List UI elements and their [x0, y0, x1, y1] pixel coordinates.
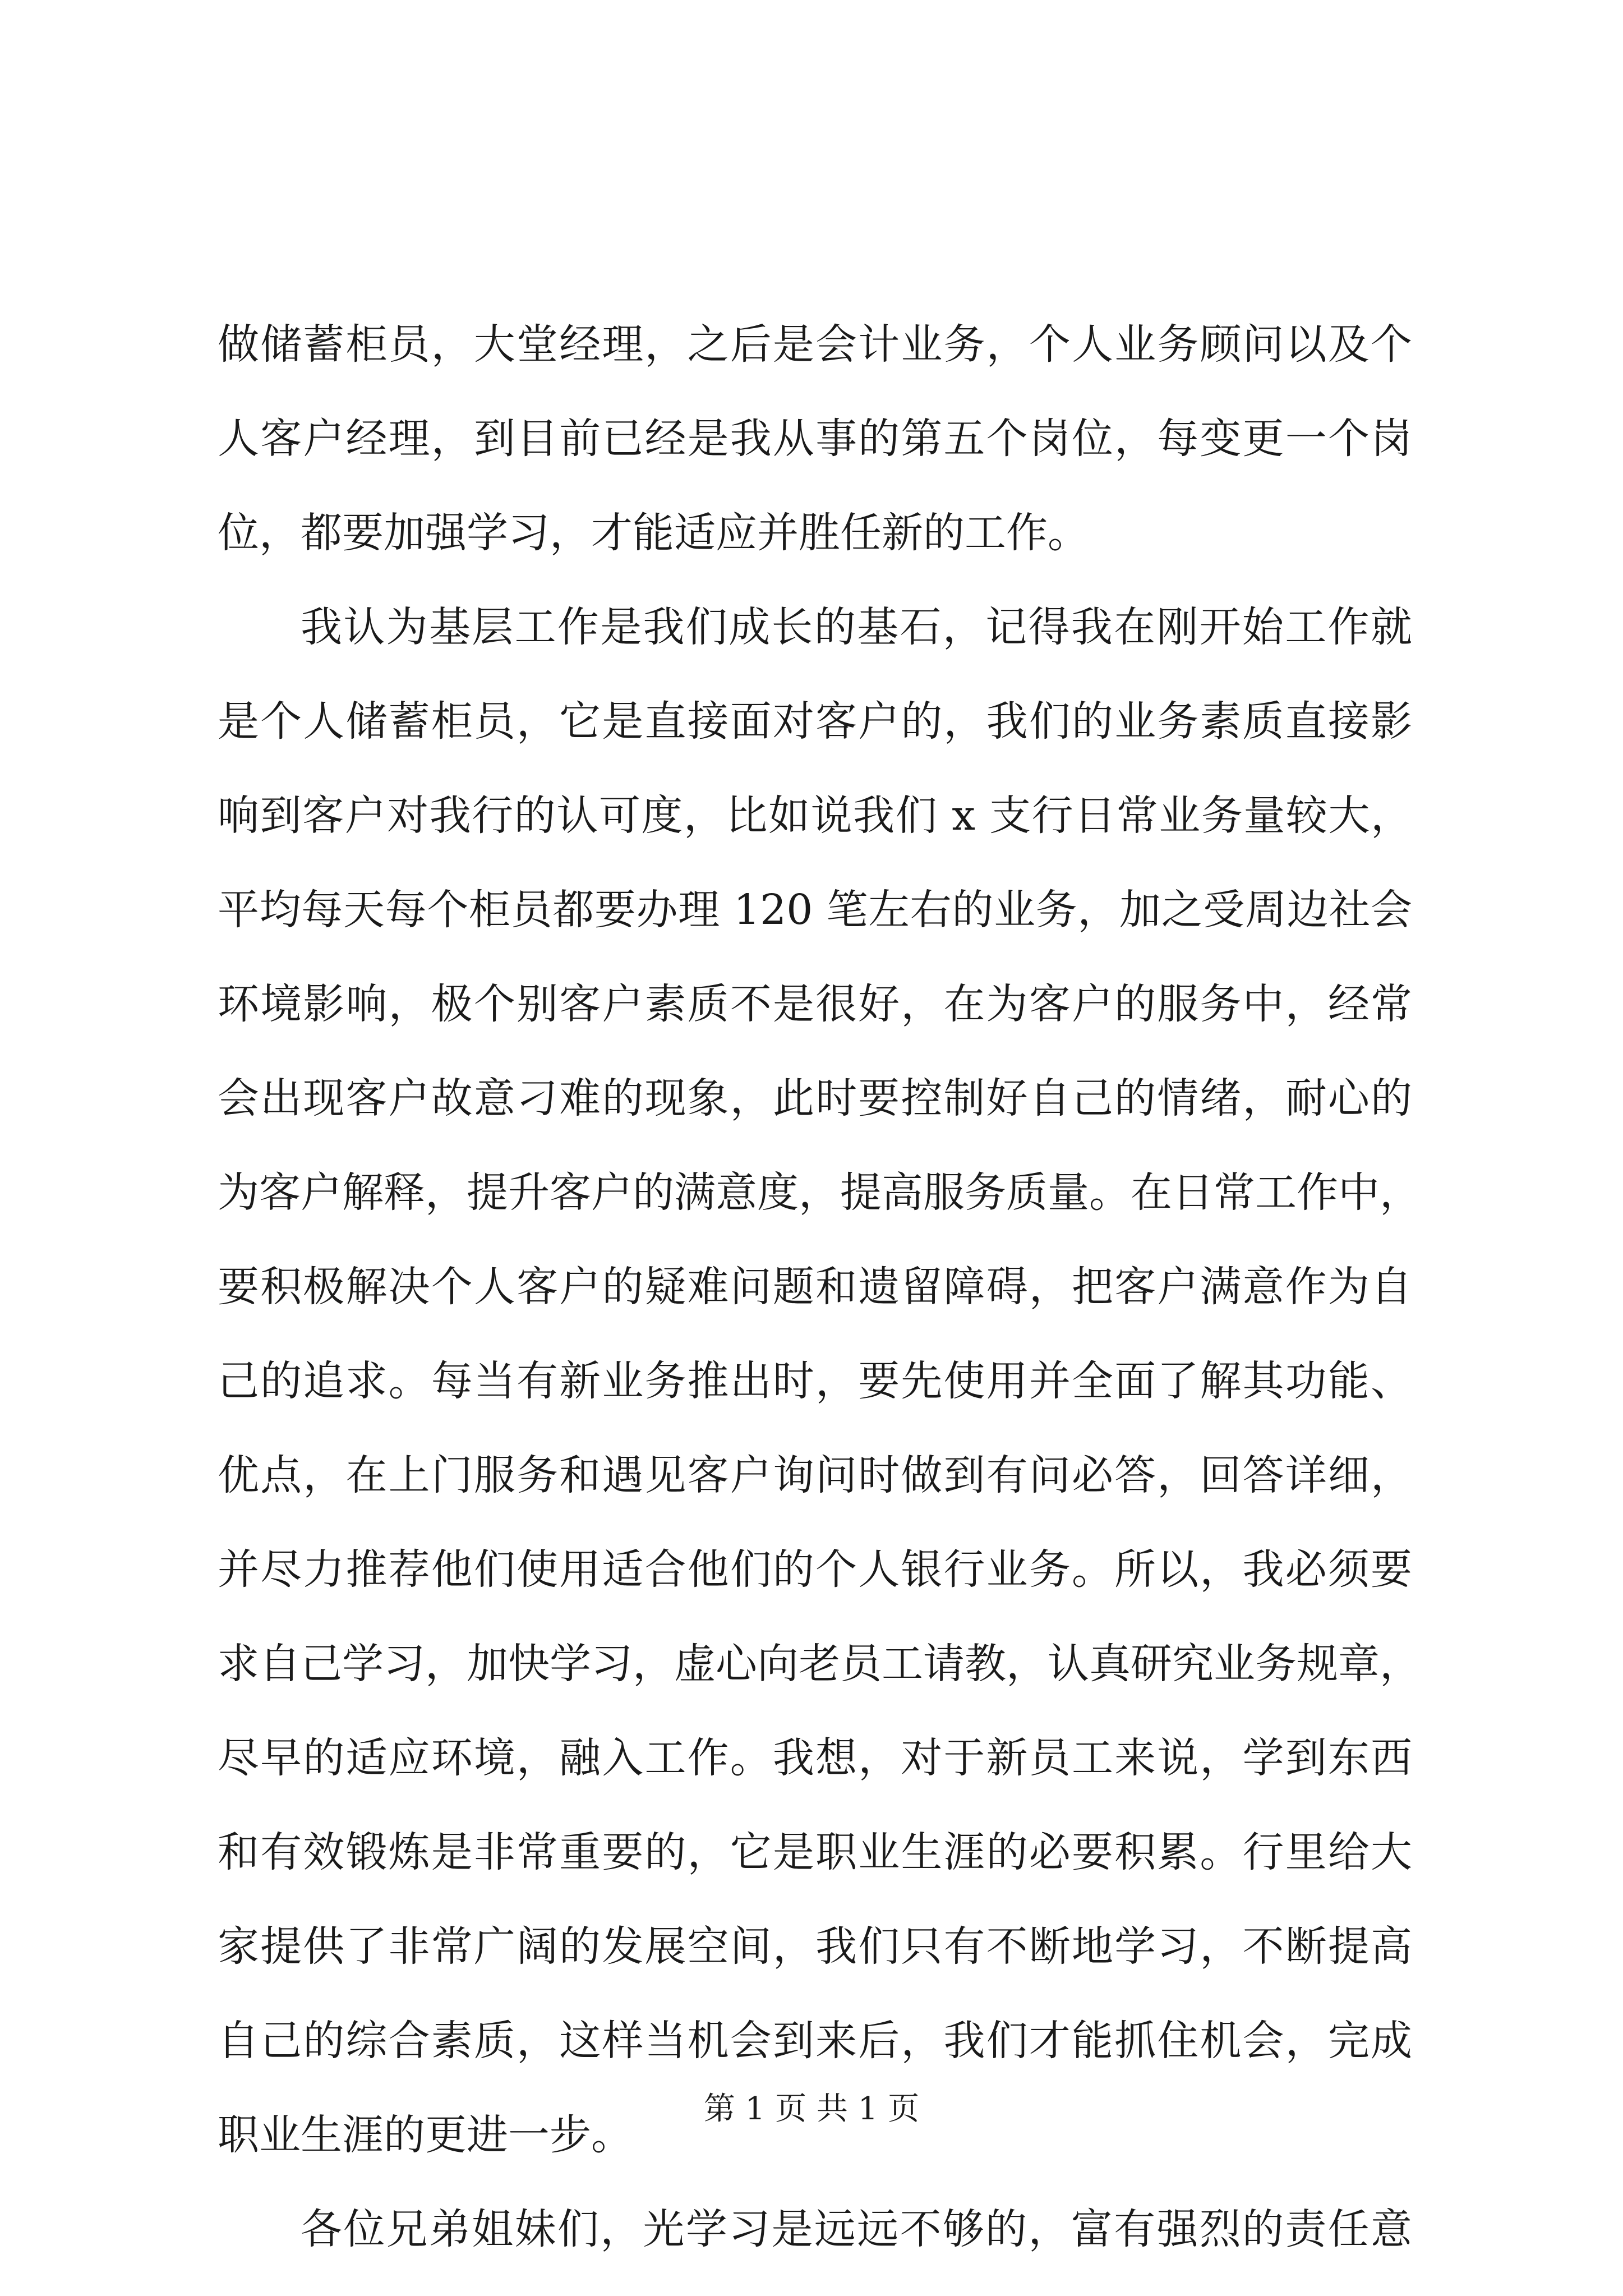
- text-line: 己的追求。每当有新业务推出时，要先使用并全面了解其功能、: [218, 1357, 1412, 1405]
- text-line: 位，都要加强学习，才能适应并胜任新的工作。: [218, 509, 1089, 557]
- text-line: 做储蓄柜员，大堂经理，之后是会计业务，个人业务顾问以及个: [218, 320, 1412, 369]
- text-line: 各位兄弟姐妹们，光学习是远远不够的，富有强烈的责任意: [301, 2205, 1412, 2253]
- text-line: 求自己学习，加快学习，虚心向老员工请教，认真研究业务规章，: [218, 1640, 1421, 1688]
- page-footer: 第 1 页 共 1 页: [703, 2091, 920, 2127]
- text-line: 响到客户对我行的认可度，比如说我们 x 支行日常业务量较大，: [218, 792, 1412, 840]
- text-line: 职业生涯的更进一步。: [218, 2111, 633, 2159]
- text-line: 平均每天每个柜员都要办理 120 笔左右的业务，加之受周边社会: [218, 886, 1412, 934]
- text-line: 家提供了非常广阔的发展空间，我们只有不断地学习，不断提高: [218, 1922, 1412, 1971]
- text-line: 环境影响，极个别客户素质不是很好，在为客户的服务中，经常: [218, 980, 1412, 1028]
- text-line: 和有效锻炼是非常重要的，它是职业生涯的必要积累。行里给大: [218, 1828, 1412, 1876]
- text-line: 是个人储蓄柜员，它是直接面对客户的，我们的业务素质直接影: [218, 697, 1412, 746]
- text-line: 自己的综合素质，这样当机会到来后，我们才能抓住机会，完成: [218, 2017, 1412, 2065]
- text-line: 尽早的适应环境，融入工作。我想，对于新员工来说，学到东西: [218, 1734, 1412, 1782]
- text-line: 要积极解决个人客户的疑难问题和遗留障碍，把客户满意作为自: [218, 1263, 1412, 1311]
- text-line: 会出现客户故意刁难的现象，此时要控制好自己的情绪，耐心的: [218, 1074, 1412, 1122]
- text-line: 为客户解释，提升客户的满意度，提高服务质量。在日常工作中，: [218, 1168, 1421, 1217]
- body-text: [218, 297, 1421, 2276]
- text-line: 优点，在上门服务和遇见客户询问时做到有问必答，回答详细，: [218, 1451, 1412, 1499]
- text-line: 人客户经理，到目前已经是我从事的第五个岗位，每变更一个岗: [218, 415, 1412, 463]
- text-line: 我认为基层工作是我们成长的基石，记得我在刚开始工作就: [301, 603, 1412, 651]
- text-line: 并尽力推荐他们使用适合他们的个人银行业务。所以，我必须要: [218, 1545, 1412, 1594]
